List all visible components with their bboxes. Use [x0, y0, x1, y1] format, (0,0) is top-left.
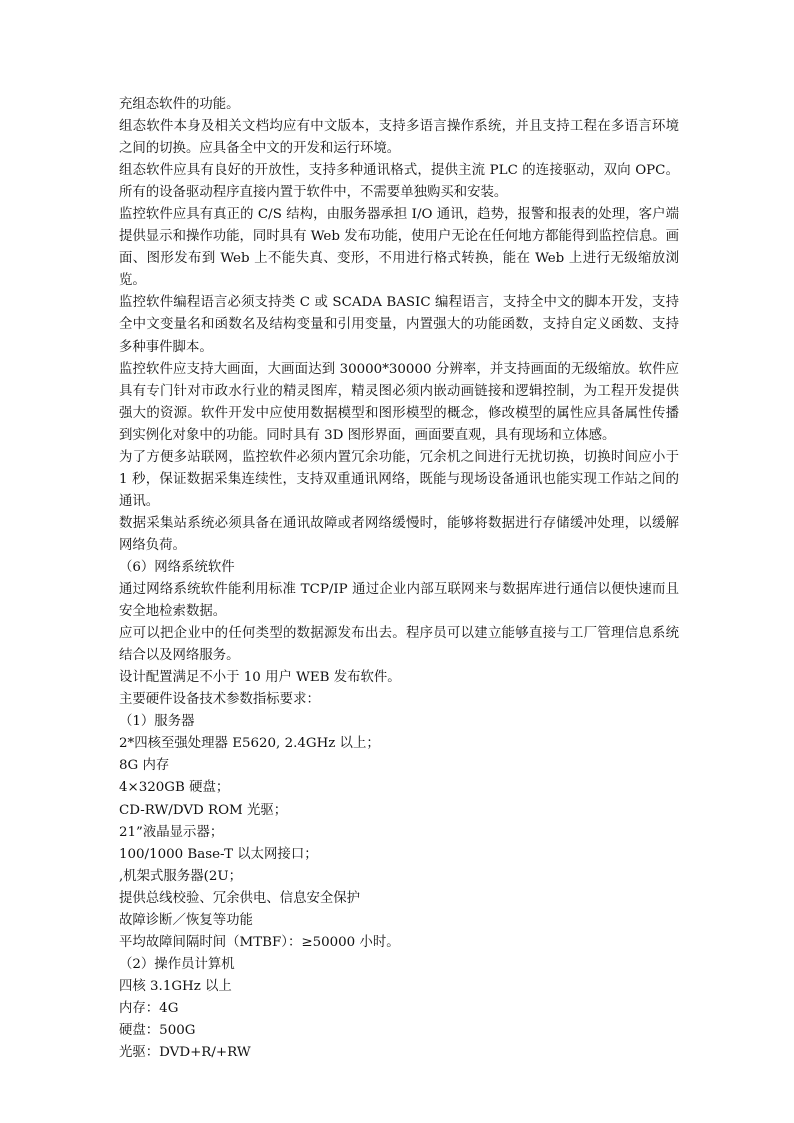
paragraph-12: 设计配置满足不小于 10 用户 WEB 发布软件。: [119, 670, 401, 686]
paragraph-6: 监控软件应支持大画面，大画面达到 30000*30000 分辨率，并支持画面的无级缩放。软件应具有专门针对市政水行业的精灵图库，精灵图必须内嵌动画链接和逻辑控制，为工程开发提供强大的资源。软件开发中应使用数据模型和图形模型的概念，修改模型的属性应具备属性传播到实例化对象中的功能。同时具有 3D 图形界面，画面要直观，具有现场和立体感。: [119, 361, 679, 443]
server-spec-mtbf: 平均故障间隔时间（MTBF）：≥50000 小时。: [119, 934, 400, 950]
server-spec-disk: 4×320GB 硬盘；: [119, 780, 230, 796]
operator-pc-optical: 光驱：DVD+R/+RW: [119, 1045, 251, 1061]
server-spec-display: 21”液晶显示器；: [119, 824, 224, 840]
hardware-requirements-heading: 主要硬件设备技术参数指标要求：: [119, 692, 320, 708]
section-heading-operator-pc: （2）操作员计算机: [119, 956, 235, 972]
server-spec-protection: 提供总线校验、冗余供电、信息安全保护: [119, 890, 361, 906]
paragraph-11: 应可以把企业中的任何类型的数据源发布出去。程序员可以建立能够直接与工厂管理信息系统结合以及网络服务。: [119, 626, 679, 664]
operator-pc-memory: 内存：4G: [119, 1000, 179, 1016]
paragraph-1: 充组态软件的功能。: [119, 97, 240, 112]
server-spec-diagnostics: 故障诊断／恢复等功能: [119, 912, 253, 928]
operator-pc-cpu: 四核 3.1GHz 以上: [119, 978, 232, 994]
paragraph-10: 通过网络系统软件能利用标准 TCP/IP 通过企业内部互联网来与数据库进行通信以便快速而且安全地检索数据。: [119, 582, 679, 620]
server-spec-memory: 8G 内存: [119, 758, 170, 774]
paragraph-8: 数据采集站系统必须具备在通讯故障或者网络缓慢时，能够将数据进行存储缓冲处理，以缓解网络负荷。: [119, 515, 679, 553]
server-spec-optical: CD-RW/DVD ROM 光驱；: [119, 802, 288, 818]
server-spec-chassis: ,机架式服务器(2U；: [119, 868, 243, 884]
section-heading-network-software: （6）网络系统软件: [119, 559, 235, 575]
paragraph-2: 组态软件本身及相关文档均应有中文版本，支持多语言操作系统，并且支持工程在多语言环境之间的切换。应具备全中文的开发和运行环境。: [119, 119, 679, 157]
server-spec-ethernet: 100/1000 Base-T 以太网接口；: [119, 846, 318, 862]
operator-pc-disk: 硬盘：500G: [119, 1022, 196, 1038]
paragraph-7: 为了方便多站联网，监控软件必须内置冗余功能，冗余机之间进行无扰切换，切换时间应小于 1 秒，保证数据采集连续性，支持双重通讯网络，既能与现场设备通讯也能实现工作站之间的通讯。: [119, 449, 679, 509]
paragraph-5: 监控软件编程语言必须支持类 C 或 SCADA BASIC 编程语言，支持全中文的脚本开发，支持全中文变量名和函数名及结构变量和引用变量，内置强大的功能函数，支持自定义函数、支持多种事件脚本。: [119, 295, 679, 355]
document-body: [119, 94, 679, 1064]
paragraph-4: 监控软件应具有真正的 C/S 结构，由服务器承担 I/O 通讯，趋势，报警和报表的处理，客户端提供显示和操作功能，同时具有 Web 发布功能，使用户无论在任何地方都能得到监控信息。画面、图形发布到 Web 上不能失真、变形，不用进行格式转换，能在 Web 上进行无级缩放浏览。: [119, 207, 679, 289]
paragraph-3: 组态软件应具有良好的开放性，支持多种通讯格式，提供主流 PLC 的连接驱动，双向 OPC。所有的设备驱动程序直接内置于软件中，不需要单独购买和安装。: [119, 163, 679, 201]
section-heading-server: （1）服务器: [119, 714, 195, 730]
server-spec-cpu: 2*四核至强处理器 E5620, 2.4GHz 以上；: [119, 736, 380, 752]
